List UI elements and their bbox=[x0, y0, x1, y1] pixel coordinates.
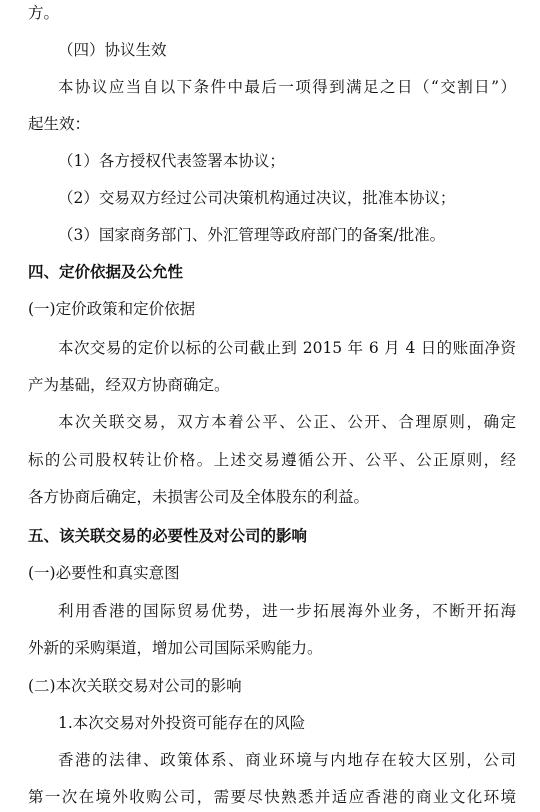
section-heading: （四）协议生效 bbox=[58, 41, 167, 59]
paragraph-line: 外新的采购渠道，增加公司国际采购能力。 bbox=[28, 639, 323, 657]
paragraph-line: 香港的法律、政策体系、商业环境与内地存在较大区别，公司 bbox=[58, 751, 516, 769]
section-heading: (一)必要性和真实意图 bbox=[28, 564, 180, 582]
paragraph-line: 本协议应当自以下条件中最后一项得到满足之日（“交割日”） bbox=[58, 78, 516, 96]
paragraph-line: 本次交易的定价以标的公司截止到 2015 年 6 月 4 日的账面净资 bbox=[58, 339, 516, 357]
paragraph-line: 标的公司股权转让价格。上述交易遵循公开、公平、公正原则，经 bbox=[28, 451, 516, 469]
paragraph-line: 本次关联交易，双方本着公平、公正、公开、合理原则，确定 bbox=[58, 413, 516, 431]
subsection-heading: 1.本次交易对外投资可能存在的风险 bbox=[58, 714, 306, 732]
paragraph-line: 产为基础，经双方协商确定。 bbox=[28, 376, 230, 394]
chapter-heading: 四、定价依据及公允性 bbox=[28, 263, 184, 281]
paragraph-line: 起生效： bbox=[28, 115, 91, 133]
paragraph-line: 第一次在境外收购公司，需要尽快熟悉并适应香港的商业文化环境 bbox=[28, 788, 516, 806]
chapter-heading: 五、该关联交易的必要性及对公司的影响 bbox=[28, 527, 308, 545]
paragraph-line: 方。 bbox=[28, 4, 60, 22]
paragraph-line: 利用香港的国际贸易优势，进一步拓展海外业务，不断开拓海 bbox=[58, 602, 516, 620]
paragraph-line: 各方协商后确定，未损害公司及全体股东的利益。 bbox=[28, 488, 370, 506]
list-item: （1）各方授权代表签署本协议； bbox=[58, 152, 285, 170]
section-heading: (二)本次关联交易对公司的影响 bbox=[28, 677, 242, 695]
section-heading: (一)定价政策和定价依据 bbox=[28, 300, 196, 318]
list-item: （3）国家商务部门、外汇管理等政府部门的备案/批准。 bbox=[58, 226, 446, 244]
list-item: （2）交易双方经过公司决策机构通过决议，批准本协议； bbox=[58, 189, 456, 207]
